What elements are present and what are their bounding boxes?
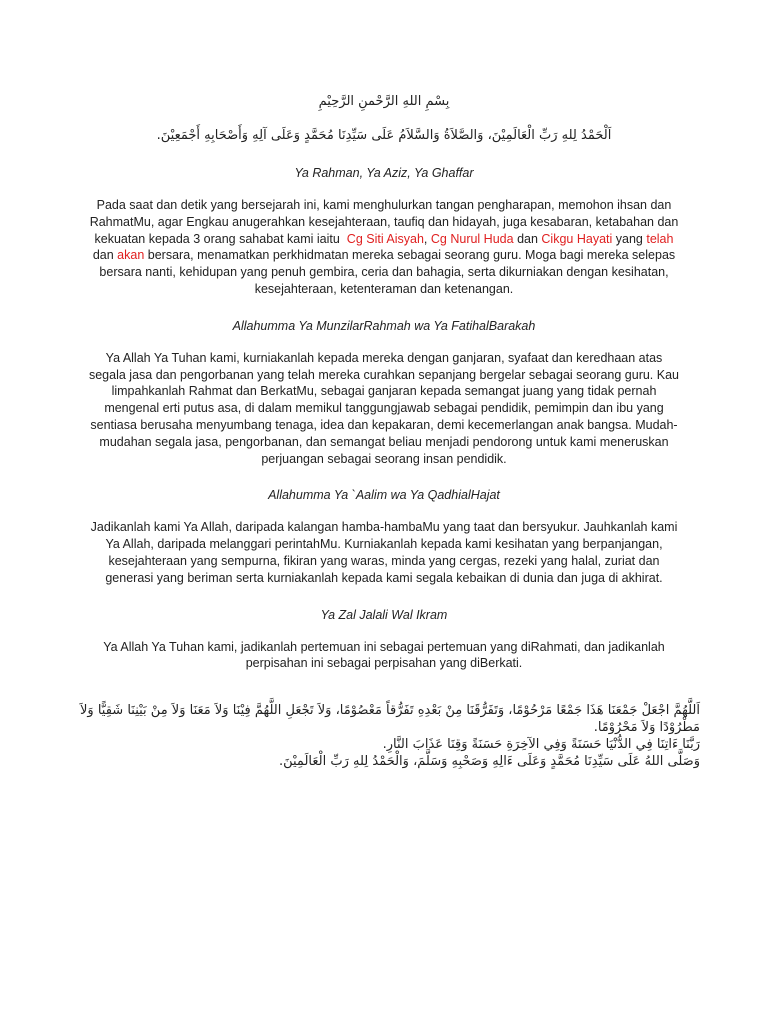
section-heading-4: Ya Zal Jalali Wal Ikram bbox=[320, 607, 448, 622]
separator-text: , bbox=[423, 231, 428, 246]
section-paragraph-3: Jadikanlah kami Ya Allah, daripada kalangan hamba-hambaMu yang taat dan bersyukur. Jauhkanlah kami Ya Allah, daripada melanggari perintahMu. Kurniakanlah kepada kami kesihatan yang berpanjangan, kesejahteraan yang sempurna, fikiran yang waras, minda yang cergas, rezeki yang halal, zuriat dan generasi yang beriman serta kurniakanlah kepada kami segala kebaikan di dunia dan juga di akhirat. bbox=[90, 520, 678, 585]
section-paragraph-1 bbox=[88, 197, 680, 298]
closing-arabic-line-3: وَصَلَّى اللهُ عَلَى سَيِّدِنَا مُحَمَّدٍ وَعَلَى ءَالِهِ وَصَحْبِهِ وَسَلَّمَ، وَالْحَمْدُ لِلهِ رَبِّ الْعَالَمِيْنَ. bbox=[278, 754, 700, 770]
closing-arabic-line-2: رَبَّنَا ءَاتِنَا فِي الدُّنْيَا حَسَنَةً وَفِي الآخِرَةِ حَسَنَةً وَقِنَا عَذَابَ النَّارِ. bbox=[382, 737, 700, 753]
section-paragraph-2: Ya Allah Ya Tuhan kami, kurniakanlah kepada mereka dengan ganjaran, syafaat dan keredhaan atas segala jasa dan pengorbanan yang telah mereka curahkan sepanjang bergelar sebagai seorang guru. Kau limpahkanlah Rahmat dan BerkatMu, sebagai ganjaran kepada semangat juang yang tidak pernah mengenal erti putus asa, di dalam memikul tanggungjawab sebagai pendidik, pemimpin dan ibu yang sentiasa berusaha menyumbang tenaga, idea dan kepakaran, demi kecemerlangan anak bangsa. Mudah-mudahan segala jasa, pengorbanan, dan semangat beliau menjadi pendorong untuk kami meneruskan perjuangan sebagai seorang insan pendidik. bbox=[88, 350, 679, 466]
section-heading-1: Ya Rahman, Ya Aziz, Ya Ghaffar bbox=[294, 166, 474, 180]
bismillah-heading: بِسْمِ اللهِ الرَّحْمنِ الرَّحِيْمِ bbox=[318, 94, 450, 109]
highlighted-word-akan: akan bbox=[117, 248, 145, 263]
paragraph-text: dan bbox=[92, 248, 114, 263]
opening-arabic-text: اَلْحَمْدُ لِلهِ رَبِّ الْعَالَمِيْنَ، وَالصَّلاَةُ وَالسَّلاَمُ عَلَى سَيِّدِنَا مُحَمَّدٍ وَعَلَى آلِهِ وَأَصْحَابِهِ أَجْمَعِيْنَ. bbox=[156, 128, 612, 143]
paragraph-text: bersara, menamatkan perkhidmatan mereka sebagai seorang guru. Moga bagi mereka selepas bersara nanti, kehidupan yang penuh gembira, ceria dan bahagia, serta dikurniakan dengan kesihatan, kesejahteraan, ketenteraman dan ketenangan. bbox=[99, 248, 676, 296]
document-page bbox=[80, 92, 700, 770]
highlighted-name-3: Cikgu Hayati bbox=[541, 231, 613, 246]
paragraph-text: Pada saat dan detik yang bersejarah ini, kami menghulurkan tangan pengharapan, memohon ihsan dan RahmatMu, agar Engkau anugerahkan kesejahteraan, taufiq dan hidayah, juga kesabaran, ketabahan dan kekuatan kepada 3 orang sahabat kami iaitu bbox=[89, 198, 679, 246]
closing-arabic-line-1: اَللَّهُمَّ اجْعَلْ جَمْعَنَا هَذَا جَمْعًا مَرْحُوْمًا، وَتَفَرُّقَنَا مِنْ بَعْدِهِ تَفَرُّقاً مَعْصُوْمًا، وَلاَ تَجْعَلِ اللَّهُمَّ فِيْنَا وَلاَ مَعَنَا وَلاَ مِنْ بَيْنِنَا شَقِيًّا وَلاَ مَطْرُوْدًا وَلاَ مَحْرُوْمًا. bbox=[80, 703, 700, 736]
section-heading-3: Allahumma Ya `Aalim wa Ya QadhialHajat bbox=[268, 488, 500, 503]
paragraph-text: yang bbox=[615, 231, 643, 246]
highlighted-name-2: Cg Nurul Huda bbox=[430, 231, 514, 246]
highlighted-name-1: Cg Siti Aisyah bbox=[346, 231, 424, 246]
closing-arabic-prayer bbox=[68, 702, 700, 770]
conjunction-text: dan bbox=[517, 231, 538, 246]
section-paragraph-4: Ya Allah Ya Tuhan kami, jadikanlah pertemuan ini sebagai pertemuan yang diRahmati, dan jadikanlah perpisahan ini sebagai perpisahan yang diBerkati. bbox=[103, 639, 665, 671]
highlighted-word-telah: telah bbox=[646, 231, 674, 246]
section-heading-2: Allahumma Ya MunzilarRahmah wa Ya FatihalBarakah bbox=[232, 318, 536, 333]
